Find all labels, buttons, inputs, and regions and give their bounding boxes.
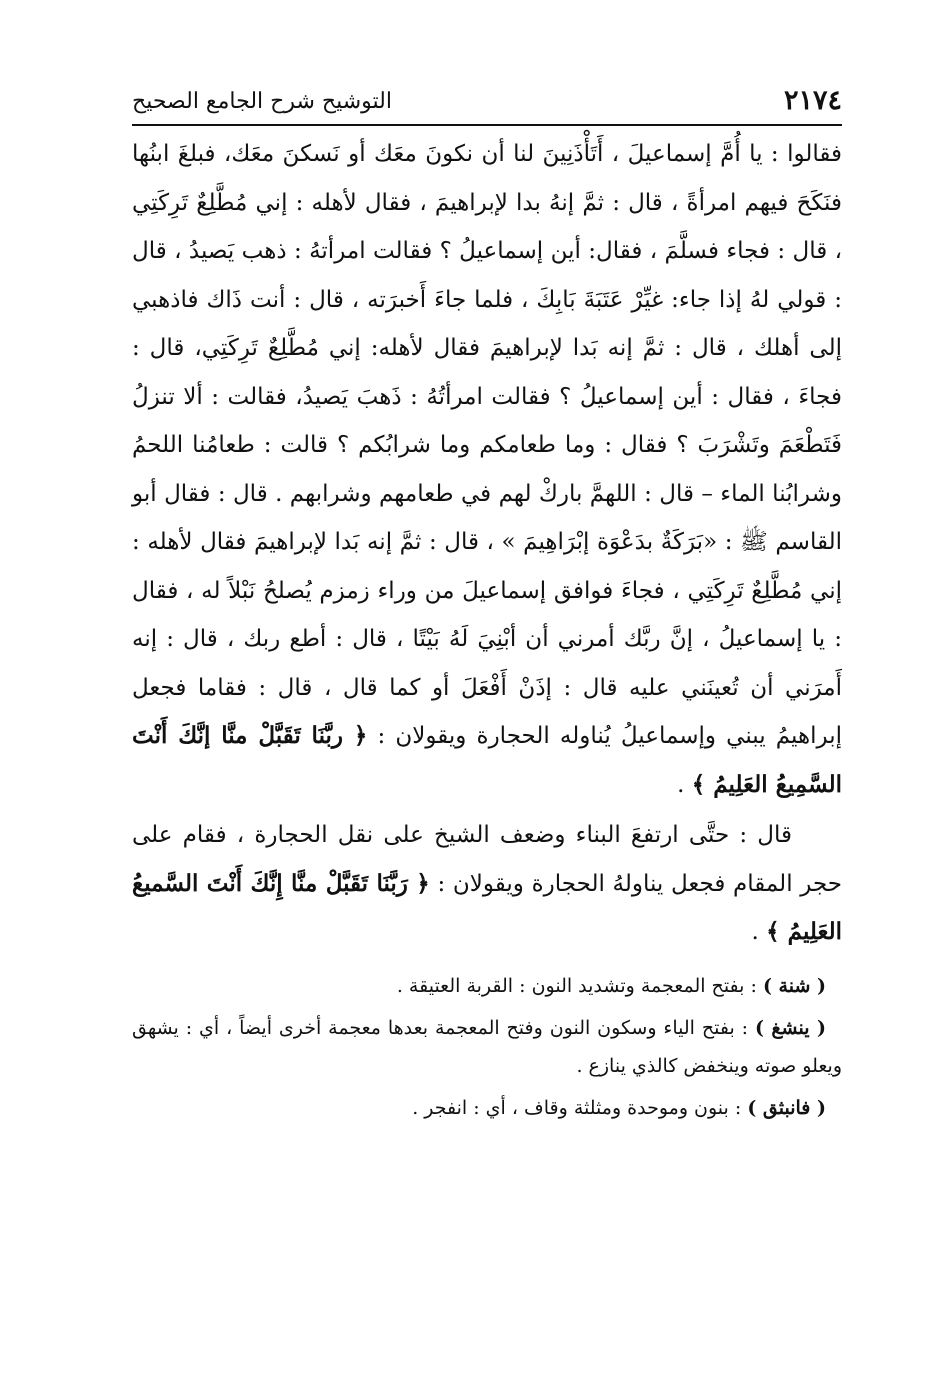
paragraph-end: . bbox=[677, 771, 692, 798]
book-page bbox=[132, 78, 842, 1298]
hadith-paragraph-2 bbox=[132, 811, 842, 957]
footnote-text: : بفتح المعجمة وتشديد النون : القربة العتيقة . bbox=[396, 974, 763, 997]
footnote bbox=[132, 967, 842, 1005]
footnote-text: : بفتح الياء وسكون النون وفتح المعجمة بعدها معجمة أخرى أيضاً ، أي : يشهق ويعلو صوته وينخفض كالذي ينازع . bbox=[132, 1016, 842, 1077]
book-title: التوشيح شرح الجامع الصحيح bbox=[132, 89, 392, 114]
main-text bbox=[132, 130, 842, 957]
footnote-term: ( ينشغ ) bbox=[754, 1016, 826, 1039]
footnote bbox=[132, 1089, 842, 1127]
page-header bbox=[132, 78, 842, 126]
quran-verse-2: ﴿ رَبَّنَا تَقَبَّلْ منَّا إِنَّكَ أَنْتَ السَّميعُ العَلِيمُ ﴾ bbox=[132, 869, 842, 945]
hadith-text-2: قال : حتَّى ارتفعَ البناء وضعف الشيخ على نقل الحجارة ، فقام على حجر المقام فجعل يناولهُ الحجارة ويقولان : bbox=[132, 822, 843, 897]
footnote-text: : بنون وموحدة ومثلثة وقاف ، أي : انفجر . bbox=[412, 1096, 748, 1119]
footnote-term: ( فانبثق ) bbox=[747, 1096, 826, 1119]
paragraph-end-2: . bbox=[751, 919, 767, 945]
page-number: ٢١٧٤ bbox=[783, 85, 842, 116]
hadith-text: فقالوا : يا أُمَّ إسماعيلَ ، أَتَأْذَنِينَ لنا أن نكونَ معَك أو نَسكنَ معَك، فبلغَ ابنُها فنَكَحَ فيهم امرأةً ، قال : ثمَّ إنهُ بدا لإبراهيمَ ، فقال لأهله : إني مُطَّلِعٌ تَرِكَتِي ، قال : فجاء فسلَّمَ ، فقال: أين إسماعيلُ ؟ فقالت امرأتهُ : ذهب يَصيدُ ، قال : قولي لهُ إذا جاء: غيِّرْ عَتَبَةَ بَابِكَ ، فلما جاءَ أَخبرَته ، قال : أنت ذَاك فاذهبي إلى أهلك ، قال : ثمَّ إنه بَدا لإبراهيمَ فقال لأهله: إني مُطَّلِعٌ تَرِكَتِي، قال : فجاءَ ، فقال : أين إسماعيلُ ؟ فقالت امرأتُهُ : ذَهبَ يَصيدُ، فقالت : ألا تنزلُ فَتَطْعَمَ وتَشْرَبَ ؟ فقال : وما طعامكم وما شرابُكم ؟ قالت : طعامُنا اللحمُ وشرابُنا الماء – قال : اللهمَّ باركْ لهم في طعامهم وشرابهم . قال : فقال أبو القاسم ﷺ : «بَرَكَةٌ بدَعْوَة إبْرَاهِيمَ » ، قال : ثمَّ إنه بَدا لإبراهيمَ فقال لأهله : إني مُطَّلِعٌ تَرِكَتِي ، فجاءَ فوافق إسماعيلَ من وراء زمزم يُصلحُ نَبْلاً له ، فقال : يا إسماعيلُ ، إنَّ ربَّك أمرني أن أبْنِيَ لَهُ بَيْتًا ، قال : أطع ربك ، قال : إنه أَمرَني أن تُعينَني عليه قال : إذَنْ أَفْعَلَ أو كما قال ، قال : فقاما فجعل إبراهيمُ يبني وإسماعيلُ يُناوله الحجارة ويقولان : bbox=[132, 141, 842, 749]
footnote bbox=[132, 1009, 842, 1085]
hadith-paragraph bbox=[132, 130, 842, 809]
quran-verse: ﴿ ربَّنَا تَقَبَّلْ منَّا إنَّكَ أَنْتَ السَّمِيعُ العَلِيمُ ﴾ bbox=[132, 722, 842, 798]
footnote-term: ( شنة ) bbox=[762, 974, 826, 997]
footnotes bbox=[132, 967, 842, 1127]
